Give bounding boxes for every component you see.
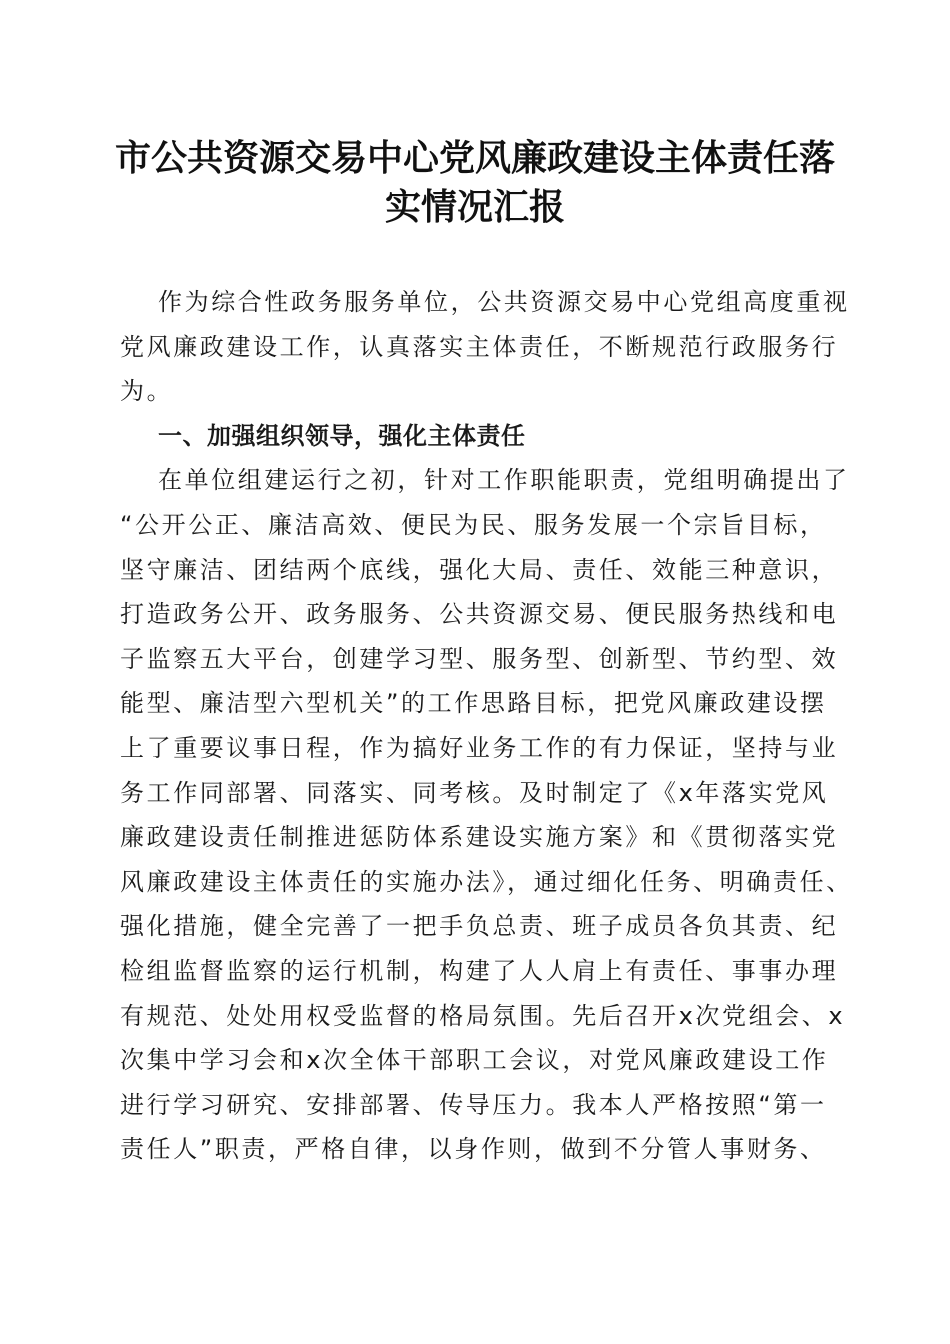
text-line: 坚守廉洁、团结两个底线，强化大局、责任、效能三种意识，	[120, 555, 839, 584]
title-line: 实情况汇报	[384, 186, 565, 228]
text-line: 次集中学习会和x次全体干部职工会议，对党风廉政建设工作	[120, 1046, 829, 1075]
text-line: 务工作同部署、同落实、同考核。及时制定了《x年落实党风	[120, 778, 829, 807]
text-line: 党风廉政建设工作，认真落实主体责任，不断规范行政服务行	[120, 332, 839, 361]
text-line: 进行学习研究、安排部署、传导压力。我本人严格按照“第一	[120, 1090, 827, 1119]
text-line: 子监察五大平台，创建学习型、服务型、创新型、节约型、效	[120, 644, 839, 673]
text-line: 风廉政建设主体责任的实施办法》，通过细化任务、明确责任、	[120, 867, 853, 896]
text-line: 能型、廉洁型六型机关”的工作思路目标，把党风廉政建设摆	[120, 689, 827, 718]
text-line: 在单位组建运行之初，针对工作职能职责，党组明确提出了	[158, 466, 850, 495]
text-line: 强化措施，健全完善了一把手负总责、班子成员各负其责、纪	[120, 912, 839, 941]
title-line: 市公共资源交易中心党风廉政建设主体责任落	[114, 137, 835, 179]
text-line: 为。	[120, 377, 174, 406]
text-line: 有规范、处处用权受监督的格局氛围。先后召开x次党组会、x	[120, 1001, 846, 1030]
text-line: 检组监督监察的运行机制，构建了人人肩上有责任、事事办理	[120, 956, 839, 985]
text-line: 廉政建设责任制推进惩防体系建设实施方案》和《贯彻落实党	[120, 823, 839, 852]
text-line: 上了重要议事日程，作为搞好业务工作的有力保证，坚持与业	[120, 733, 839, 762]
document-body	[120, 280, 853, 1172]
text-line: “公开公正、廉洁高效、便民为民、服务发展一个宗旨目标，	[120, 510, 827, 539]
section1-paragraph	[120, 458, 853, 1172]
text-line: 责任人”职责，严格自律，以身作则，做到不分管人事财务、	[120, 1135, 827, 1164]
section-heading: 一、加强组织领导，强化主体责任	[158, 421, 526, 450]
intro-paragraph	[120, 280, 850, 414]
text-line: 作为综合性政务服务单位，公共资源交易中心党组高度重视	[158, 288, 850, 316]
text-line: 打造政务公开、政务服务、公共资源交易、便民服务热线和电	[120, 600, 839, 629]
document-title	[100, 134, 850, 232]
